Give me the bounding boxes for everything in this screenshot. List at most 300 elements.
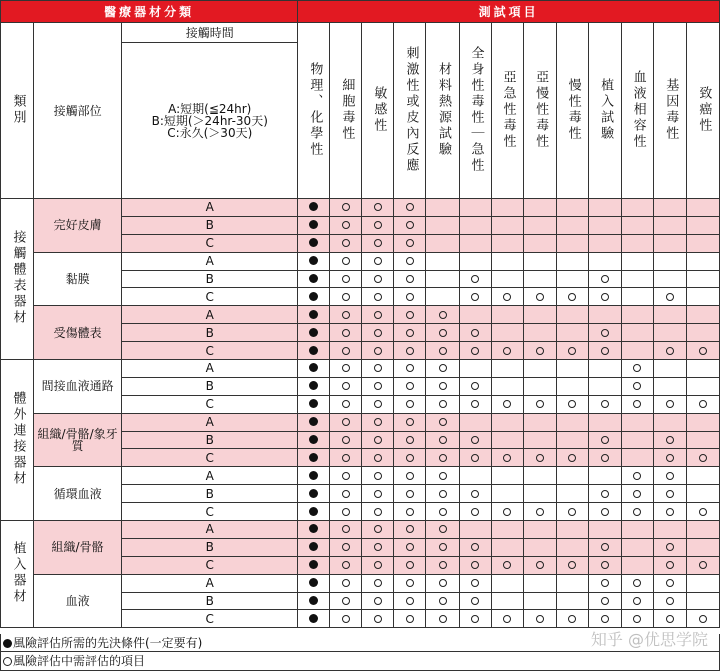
watermark: 知乎 @优思学院 <box>590 630 708 649</box>
contact-site-name: 黏膜 <box>65 272 90 286</box>
test-cell <box>362 485 394 503</box>
open-circle-icon <box>406 454 414 462</box>
test-cell <box>394 270 426 288</box>
test-cell <box>330 431 362 449</box>
test-cell <box>394 377 426 395</box>
test-cell <box>653 342 686 360</box>
test-cell <box>298 216 330 234</box>
open-circle-icon <box>374 525 382 533</box>
test-cell <box>653 538 686 556</box>
open-circle-icon <box>666 615 674 623</box>
open-circle-icon <box>633 615 641 623</box>
test-cell <box>298 556 330 574</box>
test-cell <box>330 556 362 574</box>
test-header-4 <box>394 23 426 199</box>
contact-site-cell <box>34 413 122 467</box>
test-cell <box>426 467 459 485</box>
open-circle-icon <box>342 418 350 426</box>
test-cell <box>330 199 362 217</box>
open-circle-icon <box>342 490 350 498</box>
test-cell <box>653 467 686 485</box>
open-circle-icon <box>503 347 511 355</box>
test-cell <box>362 234 394 252</box>
test-cell <box>426 449 459 467</box>
open-circle-icon <box>633 508 641 516</box>
legend-circle <box>0 651 720 671</box>
test-cell <box>588 467 621 485</box>
filled-dot-icon <box>309 560 318 569</box>
test-cell <box>394 216 426 234</box>
test-cell <box>362 538 394 556</box>
test-cell <box>394 413 426 431</box>
test-cell <box>426 199 459 217</box>
test-cell <box>330 360 362 378</box>
test-cell <box>686 521 719 539</box>
test-cell <box>686 413 719 431</box>
open-circle-icon <box>342 364 350 372</box>
test-cell <box>491 485 523 503</box>
category-label: 類別 <box>10 93 26 126</box>
test-cell <box>491 610 523 628</box>
test-cell <box>394 449 426 467</box>
open-circle-icon <box>439 347 447 355</box>
open-circle-icon <box>536 454 544 462</box>
test-cell <box>523 342 556 360</box>
test-cell <box>426 270 459 288</box>
open-circle-icon <box>406 597 414 605</box>
open-circle-icon <box>503 508 511 516</box>
filled-dot-icon <box>309 292 318 301</box>
open-circle-icon <box>374 257 382 265</box>
test-cell <box>653 377 686 395</box>
test-cell <box>523 324 556 342</box>
test-cell <box>459 485 491 503</box>
open-circle-icon <box>568 561 576 569</box>
open-circle-icon <box>439 579 447 587</box>
test-cell <box>298 199 330 217</box>
test-cell <box>653 431 686 449</box>
open-circle-icon <box>471 508 479 516</box>
test-cell <box>686 538 719 556</box>
test-cell <box>653 288 686 306</box>
test-cell <box>298 413 330 431</box>
duration-cell: C <box>122 503 298 521</box>
open-circle-icon <box>471 597 479 605</box>
test-cell <box>491 306 523 324</box>
test-cell <box>491 538 523 556</box>
test-cell <box>686 485 719 503</box>
test-cell <box>491 324 523 342</box>
test-cell <box>459 360 491 378</box>
test-cell <box>362 252 394 270</box>
table-row <box>1 574 720 592</box>
test-cell <box>298 324 330 342</box>
open-circle-icon <box>406 525 414 533</box>
test-header-label: 細胞毒性 <box>339 77 355 142</box>
test-cell <box>330 342 362 360</box>
test-cell <box>653 592 686 610</box>
test-header-9 <box>556 23 588 199</box>
test-cell <box>491 288 523 306</box>
test-cell <box>330 449 362 467</box>
open-circle-icon <box>699 561 707 569</box>
test-cell <box>588 360 621 378</box>
test-cell <box>621 342 653 360</box>
duration-cell: B <box>122 377 298 395</box>
test-cell <box>588 485 621 503</box>
open-circle-icon <box>406 364 414 372</box>
open-circle-icon <box>342 454 350 462</box>
duration-cell: A <box>122 574 298 592</box>
open-circle-icon <box>439 400 447 408</box>
test-cell <box>459 503 491 521</box>
open-circle-icon <box>3 657 12 666</box>
test-cell <box>621 216 653 234</box>
open-circle-icon <box>471 615 479 623</box>
test-cell <box>426 521 459 539</box>
test-cell <box>556 342 588 360</box>
open-circle-icon <box>601 543 609 551</box>
test-cell <box>298 521 330 539</box>
test-cell <box>621 449 653 467</box>
open-circle-icon <box>601 454 609 462</box>
test-cell <box>459 377 491 395</box>
test-cell <box>459 413 491 431</box>
filled-dot-icon <box>309 489 318 498</box>
test-header-2 <box>330 23 362 199</box>
open-circle-icon <box>374 454 382 462</box>
open-circle-icon <box>406 579 414 587</box>
open-circle-icon <box>471 329 479 337</box>
test-cell <box>426 574 459 592</box>
test-header-label: 亞慢性毒性 <box>533 69 549 150</box>
test-cell <box>556 574 588 592</box>
test-cell <box>491 556 523 574</box>
open-circle-icon <box>406 221 414 229</box>
test-cell <box>686 377 719 395</box>
open-circle-icon <box>406 490 414 498</box>
test-cell <box>556 360 588 378</box>
test-cell <box>459 199 491 217</box>
test-cell <box>298 538 330 556</box>
test-cell <box>394 342 426 360</box>
test-cell <box>653 199 686 217</box>
test-cell <box>459 592 491 610</box>
site-column-header: 接觸部位 <box>34 23 122 199</box>
filled-dot-icon <box>309 507 318 516</box>
filled-dot-icon <box>309 596 318 605</box>
filled-dot-icon <box>309 614 318 623</box>
test-header-7 <box>491 23 523 199</box>
open-circle-icon <box>406 311 414 319</box>
filled-dot-icon <box>309 256 318 265</box>
open-circle-icon <box>471 454 479 462</box>
test-cell <box>362 342 394 360</box>
open-circle-icon <box>601 508 609 516</box>
test-cell <box>621 431 653 449</box>
test-cell <box>686 216 719 234</box>
contact-site-cell <box>34 360 122 414</box>
test-header-label: 基因毒性 <box>663 77 679 142</box>
test-header-13 <box>686 23 719 199</box>
open-circle-icon <box>342 597 350 605</box>
test-cell <box>426 216 459 234</box>
open-circle-icon <box>406 436 414 444</box>
open-circle-icon <box>342 329 350 337</box>
open-circle-icon <box>342 436 350 444</box>
duration-cell: C <box>122 556 298 574</box>
duration-cell: B <box>122 592 298 610</box>
test-cell <box>588 216 621 234</box>
test-cell <box>459 610 491 628</box>
open-circle-icon <box>406 275 414 283</box>
filled-dot-icon <box>309 453 318 462</box>
open-circle-icon <box>342 472 350 480</box>
open-circle-icon <box>439 454 447 462</box>
test-cell <box>330 395 362 413</box>
test-cell <box>459 252 491 270</box>
test-cell <box>394 306 426 324</box>
duration-cell: B <box>122 431 298 449</box>
open-circle-icon <box>406 293 414 301</box>
test-cell <box>588 342 621 360</box>
test-cell <box>426 324 459 342</box>
duration-cell: A <box>122 360 298 378</box>
test-cell <box>491 574 523 592</box>
duration-cell: B <box>122 270 298 288</box>
test-cell <box>556 288 588 306</box>
test-cell <box>394 592 426 610</box>
open-circle-icon <box>374 472 382 480</box>
test-cell <box>330 592 362 610</box>
test-cell <box>621 270 653 288</box>
open-circle-icon <box>406 400 414 408</box>
open-circle-icon <box>633 472 641 480</box>
test-cell <box>588 377 621 395</box>
open-circle-icon <box>699 347 707 355</box>
test-cell <box>426 556 459 574</box>
open-circle-icon <box>699 400 707 408</box>
open-circle-icon <box>406 418 414 426</box>
test-header-label: 致癌性 <box>696 85 712 134</box>
duration-cell: C <box>122 288 298 306</box>
test-cell <box>653 521 686 539</box>
test-cell <box>621 324 653 342</box>
test-cell <box>556 395 588 413</box>
test-cell <box>523 503 556 521</box>
duration-cell: A <box>122 413 298 431</box>
test-cell <box>298 592 330 610</box>
open-circle-icon <box>374 311 382 319</box>
test-cell <box>362 377 394 395</box>
test-cell <box>556 467 588 485</box>
table-row <box>1 360 720 378</box>
open-circle-icon <box>666 508 674 516</box>
open-circle-icon <box>503 400 511 408</box>
open-circle-icon <box>374 275 382 283</box>
test-cell <box>491 449 523 467</box>
filled-dot-icon <box>309 524 318 533</box>
test-cell <box>588 288 621 306</box>
test-cell <box>459 449 491 467</box>
open-circle-icon <box>342 508 350 516</box>
open-circle-icon <box>374 436 382 444</box>
open-circle-icon <box>601 490 609 498</box>
filled-dot-icon <box>309 399 318 408</box>
test-cell <box>588 610 621 628</box>
test-cell <box>621 377 653 395</box>
test-cell <box>394 199 426 217</box>
open-circle-icon <box>342 347 350 355</box>
test-cell <box>653 270 686 288</box>
test-cell <box>426 431 459 449</box>
header-row-labels <box>1 23 720 43</box>
duration-cell: C <box>122 610 298 628</box>
open-circle-icon <box>439 418 447 426</box>
open-circle-icon <box>471 579 479 587</box>
open-circle-icon <box>374 597 382 605</box>
filled-dot-icon <box>309 471 318 480</box>
duration-cell: C <box>122 234 298 252</box>
open-circle-icon <box>439 490 447 498</box>
test-cell <box>556 234 588 252</box>
test-cell <box>621 199 653 217</box>
open-circle-icon <box>374 543 382 551</box>
test-cell <box>298 395 330 413</box>
test-cell <box>426 252 459 270</box>
test-cell <box>686 234 719 252</box>
open-circle-icon <box>568 508 576 516</box>
test-cell <box>491 467 523 485</box>
test-cell <box>330 413 362 431</box>
test-cell <box>491 234 523 252</box>
open-circle-icon <box>439 561 447 569</box>
test-cell <box>491 199 523 217</box>
test-cell <box>621 538 653 556</box>
test-cell <box>298 449 330 467</box>
open-circle-icon <box>439 329 447 337</box>
open-circle-icon <box>374 490 382 498</box>
time-legend-box <box>122 43 298 199</box>
table-row <box>1 413 720 431</box>
test-cell <box>394 360 426 378</box>
category-name: 體外連接器材 <box>10 391 26 488</box>
open-circle-icon <box>406 508 414 516</box>
contact-site-name: 循環血液 <box>53 486 102 501</box>
test-cell <box>426 342 459 360</box>
test-cell <box>621 234 653 252</box>
test-cell <box>653 556 686 574</box>
test-cell <box>588 413 621 431</box>
test-cell <box>362 395 394 413</box>
test-cell <box>686 610 719 628</box>
open-circle-icon <box>406 472 414 480</box>
test-cell <box>298 342 330 360</box>
open-circle-icon <box>439 508 447 516</box>
test-cell <box>653 449 686 467</box>
test-cell <box>491 592 523 610</box>
open-circle-icon <box>666 490 674 498</box>
test-cell <box>330 485 362 503</box>
open-circle-icon <box>536 508 544 516</box>
contact-site-name: 血液 <box>65 594 90 609</box>
test-cell <box>362 449 394 467</box>
test-cell <box>330 270 362 288</box>
test-cell <box>459 521 491 539</box>
test-cell <box>426 360 459 378</box>
test-cell <box>523 521 556 539</box>
filled-dot-icon <box>309 202 318 211</box>
test-cell <box>426 377 459 395</box>
test-cell <box>523 413 556 431</box>
test-header-6 <box>459 23 491 199</box>
test-cell <box>330 377 362 395</box>
filled-dot-icon <box>309 578 318 587</box>
contact-site-cell <box>34 252 122 306</box>
legend-circle-text: 風險評估中需評估的項目 <box>13 654 146 668</box>
open-circle-icon <box>342 257 350 265</box>
test-cell <box>459 216 491 234</box>
duration-cell: C <box>122 395 298 413</box>
open-circle-icon <box>601 347 609 355</box>
open-circle-icon <box>406 543 414 551</box>
test-cell <box>491 521 523 539</box>
test-cell <box>653 234 686 252</box>
test-cell <box>523 377 556 395</box>
open-circle-icon <box>439 615 447 623</box>
open-circle-icon <box>439 597 447 605</box>
open-circle-icon <box>342 525 350 533</box>
test-cell <box>298 377 330 395</box>
open-circle-icon <box>601 597 609 605</box>
duration-cell: B <box>122 324 298 342</box>
category-cell <box>1 360 34 521</box>
contact-site-name: 間接血液通路 <box>41 379 114 394</box>
contact-site-name: 受傷體表 <box>53 325 102 340</box>
filled-dot-icon <box>309 381 318 390</box>
test-cell <box>426 395 459 413</box>
open-circle-icon <box>633 597 641 605</box>
test-cell <box>362 216 394 234</box>
open-circle-icon <box>439 472 447 480</box>
test-cell <box>686 342 719 360</box>
open-circle-icon <box>374 239 382 247</box>
header-row-titles <box>1 1 720 23</box>
open-circle-icon <box>406 257 414 265</box>
test-header-1 <box>298 23 330 199</box>
time-legend-line: B:短期(＞24hr-30天) <box>151 113 268 128</box>
test-cell <box>459 270 491 288</box>
test-cell <box>362 556 394 574</box>
test-cell <box>686 360 719 378</box>
test-cell <box>588 395 621 413</box>
open-circle-icon <box>439 525 447 533</box>
contact-site-name: 組織/骨骼 <box>51 540 104 555</box>
test-cell <box>330 306 362 324</box>
test-cell <box>362 270 394 288</box>
filled-dot-icon <box>309 363 318 372</box>
test-cell <box>426 485 459 503</box>
test-cell <box>686 270 719 288</box>
filled-dot-icon <box>309 328 318 337</box>
duration-cell: A <box>122 467 298 485</box>
test-cell <box>621 610 653 628</box>
open-circle-icon <box>666 347 674 355</box>
test-cell <box>556 252 588 270</box>
open-circle-icon <box>666 579 674 587</box>
duration-cell: B <box>122 216 298 234</box>
test-cell <box>523 395 556 413</box>
